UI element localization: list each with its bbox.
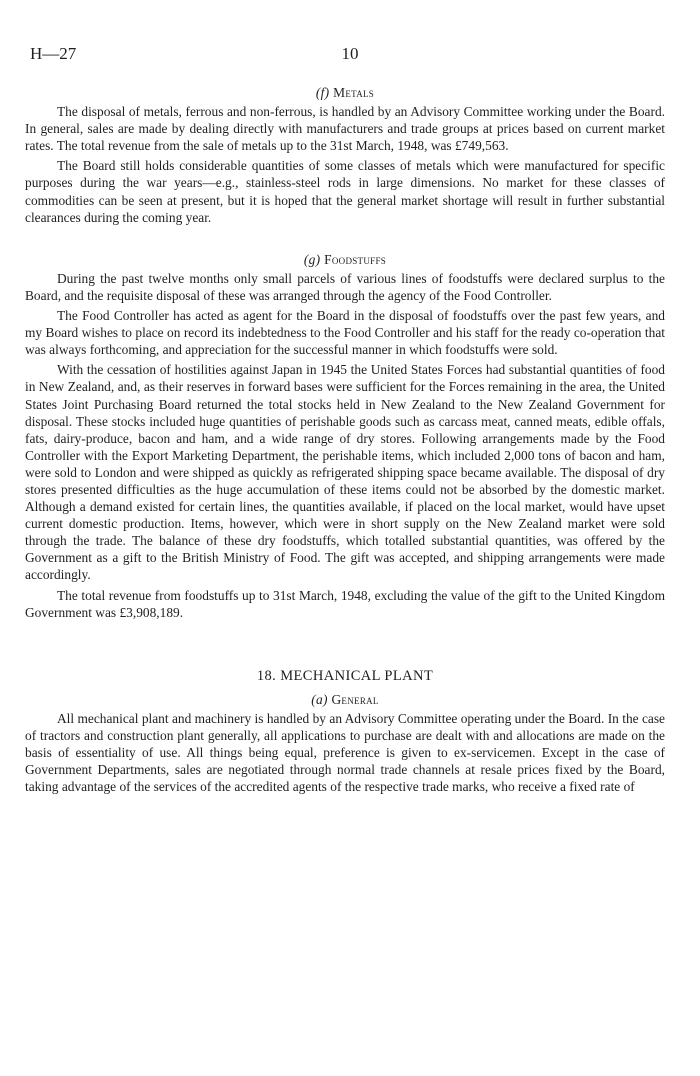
metals-heading-title: Metals — [333, 85, 375, 100]
section-spacer — [25, 624, 665, 668]
mechanical-plant-paragraph-1: All mechanical plant and machinery is handled by an Advisory Committee operating under the Board. In the case of tractors and construction plant generally, all applications to purchase are dealt with and allocations are made on the basis of essentiality of use. All things being equal, preference is given to ex-servicemen. Except in the case of Government Departments, sales are negotiated through normal trade channels at resale prices fixed by the Board, taking advantage of the services of the accredited agents of the respective trade marks, who receive a fixed rate of — [25, 710, 665, 795]
metals-paragraph-1: The disposal of metals, ferrous and non-ferrous, is handled by an Advisory Committee working under the Board. In general, sales are made by dealing directly with manufacturers and trade groups at prices based on current market rates. The total revenue from the sale of metals up to the 31st March, 1948, was £749,563. — [25, 104, 665, 154]
metals-heading-letter: (f) — [315, 85, 330, 100]
metals-paragraph-2: The Board still holds considerable quantities of some classes of metals which were manufactured for specific purposes during the war years—e.g., stainless-steel rods in large dimensions. No market for these classes of commodities can be seen at present, but it is hoped that the general market shortage will result in further substantial clearances during the coming year. — [25, 158, 665, 225]
foodstuffs-heading-title: Foodstuffs — [324, 251, 387, 267]
foodstuffs-heading — [25, 251, 665, 268]
general-heading — [25, 691, 665, 708]
general-heading-title: General — [331, 691, 379, 707]
document-reference: H—27 — [30, 44, 77, 63]
metals-heading — [25, 84, 665, 101]
page-header — [30, 44, 670, 66]
foodstuffs-paragraph-4: The total revenue from foodstuffs up to 31st March, 1948, excluding the value of the gift to the United Kingdom Government was £3,908,189. — [25, 587, 665, 620]
page-body — [25, 84, 665, 798]
foodstuffs-paragraph-3: With the cessation of hostilities against Japan in 1945 the United States Forces had substantial quantities of food in New Zealand, and, as their reserves in forward bases were sufficient for the Forces remaining in the area, the United States Joint Purchasing Board returned the total stocks held in New Zealand to the New Zealand Government for disposal. These stocks included huge quantities of perishable goods such as carcass meat, canned meats, edible offals, fats, dairy-produce, bacon and ham, and a wide range of dry stores. Following arrangements made by the Food Controller with the Export Marketing Department, the perishable items, which included 2,000 tons of bacon and ham, were sold to London and were shipped as quickly as refrigerated shipping space became available. The disposal of dry stores presented difficulties as the huge accumulation of these items could not be absorbed by the domestic market. Although a demand existed for certain lines, the quantities available, if placed on the local market, would have upset current domestic production. Items, however, which were in short supply on the New Zealand market were sold through the trade. The balance of these dry foodstuffs, which totalled substantial quantities, was offered by the Government as a gift to the British Ministry of Food. The gift was accepted, and shipping arrangements were made accordingly. — [25, 362, 665, 583]
foodstuffs-paragraph-2: The Food Controller has acted as agent for the Board in the disposal of foodstuffs over the past few years, and my Board wishes to place on record its indebtedness to the Food Controller and his staff for the ready co-operation that was always forthcoming, and appreciation for the successful manner in which foodstuffs were sold. — [25, 308, 665, 358]
foodstuffs-heading-letter: (g) — [303, 251, 321, 267]
foodstuffs-paragraph-1: During the past twelve months only small parcels of various lines of foodstuffs were declared surplus to the Board, and the requisite disposal of these was arranged through the agency of the Food Controller. — [25, 270, 665, 303]
page-number: 10 — [341, 44, 359, 63]
general-heading-letter: (a) — [311, 691, 328, 707]
mechanical-plant-section-title: 18. MECHANICAL PLANT — [256, 667, 434, 684]
section-spacer — [25, 229, 665, 251]
